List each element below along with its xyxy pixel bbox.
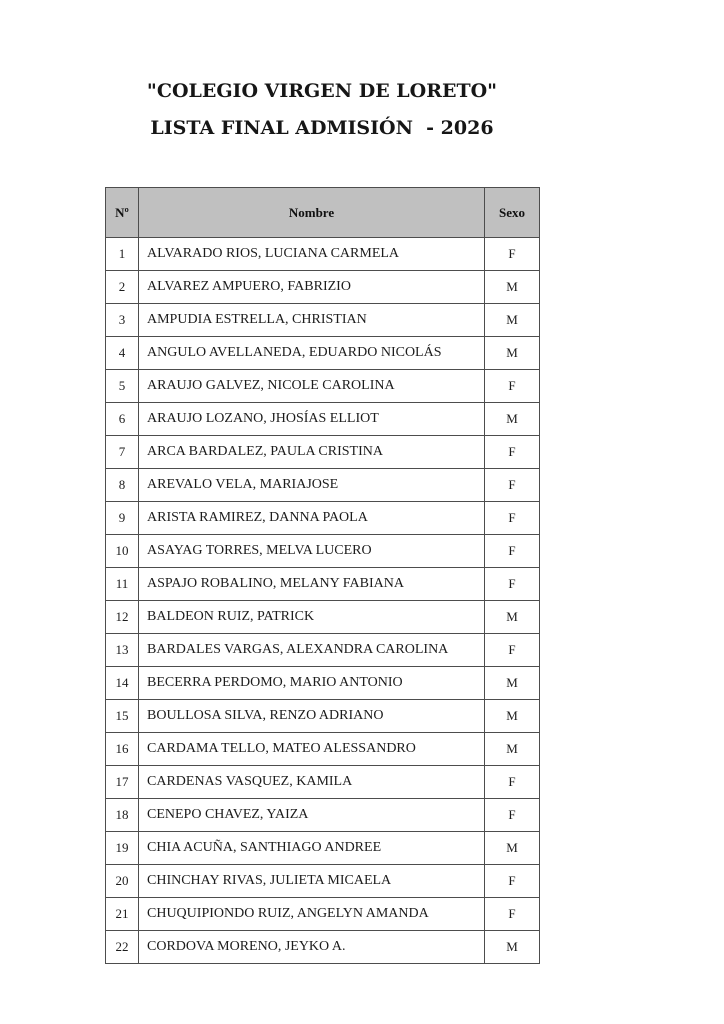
row-number: 22	[106, 931, 139, 964]
sex-value: F	[485, 238, 540, 271]
document-header	[105, 80, 539, 141]
sex-value: F	[485, 436, 540, 469]
student-name: ARAUJO GALVEZ, NICOLE CAROLINA	[139, 370, 485, 403]
table-row	[106, 403, 540, 436]
sex-value: M	[485, 271, 540, 304]
sex-value: M	[485, 832, 540, 865]
student-name: ALVARADO RIOS, LUCIANA CARMELA	[139, 238, 485, 271]
student-name: AREVALO VELA, MARIAJOSE	[139, 469, 485, 502]
admission-table-head	[106, 188, 540, 238]
table-row	[106, 766, 540, 799]
student-name: CHINCHAY RIVAS, JULIETA MICAELA	[139, 865, 485, 898]
sex-value: F	[485, 469, 540, 502]
document-subtitle: LISTA FINAL ADMISIÓN - 2026	[150, 116, 494, 139]
student-name: ALVAREZ AMPUERO, FABRIZIO	[139, 271, 485, 304]
row-number: 19	[106, 832, 139, 865]
sex-value: F	[485, 766, 540, 799]
sex-value: F	[485, 865, 540, 898]
col-header-name: Nombre	[139, 188, 485, 238]
table-row	[106, 535, 540, 568]
row-number: 2	[106, 271, 139, 304]
sex-value: M	[485, 601, 540, 634]
student-name: BOULLOSA SILVA, RENZO ADRIANO	[139, 700, 485, 733]
sex-value: F	[485, 370, 540, 403]
table-row	[106, 898, 540, 931]
col-header-number: Nº	[106, 188, 139, 238]
student-name: CARDAMA TELLO, MATEO ALESSANDRO	[139, 733, 485, 766]
sex-value: F	[485, 898, 540, 931]
sex-value: M	[485, 700, 540, 733]
row-number: 14	[106, 667, 139, 700]
row-number: 17	[106, 766, 139, 799]
student-name: CHIA ACUÑA, SANTHIAGO ANDREE	[139, 832, 485, 865]
table-row	[106, 931, 540, 964]
table-row	[106, 568, 540, 601]
student-name: BARDALES VARGAS, ALEXANDRA CAROLINA	[139, 634, 485, 667]
sex-value: M	[485, 403, 540, 436]
row-number: 21	[106, 898, 139, 931]
sex-value: F	[485, 634, 540, 667]
row-number: 6	[106, 403, 139, 436]
sex-value: M	[485, 337, 540, 370]
student-name: BECERRA PERDOMO, MARIO ANTONIO	[139, 667, 485, 700]
table-row	[106, 370, 540, 403]
row-number: 20	[106, 865, 139, 898]
student-name: ARCA BARDALEZ, PAULA CRISTINA	[139, 436, 485, 469]
student-name: CARDENAS VASQUEZ, KAMILA	[139, 766, 485, 799]
student-name: ASAYAG TORRES, MELVA LUCERO	[139, 535, 485, 568]
document-title: "COLEGIO VIRGEN DE LORETO"	[146, 80, 498, 102]
row-number: 8	[106, 469, 139, 502]
sex-value: M	[485, 304, 540, 337]
table-row	[106, 271, 540, 304]
student-name: ANGULO AVELLANEDA, EDUARDO NICOLÁS	[139, 337, 485, 370]
sex-value: F	[485, 502, 540, 535]
table-row	[106, 502, 540, 535]
col-header-sex: Sexo	[485, 188, 540, 238]
row-number: 7	[106, 436, 139, 469]
table-row	[106, 634, 540, 667]
table-row	[106, 667, 540, 700]
student-name: ARAUJO LOZANO, JHOSÍAS ELLIOT	[139, 403, 485, 436]
sex-value: M	[485, 931, 540, 964]
row-number: 3	[106, 304, 139, 337]
row-number: 16	[106, 733, 139, 766]
row-number: 15	[106, 700, 139, 733]
row-number: 10	[106, 535, 139, 568]
student-name: CENEPO CHAVEZ, YAIZA	[139, 799, 485, 832]
row-number: 4	[106, 337, 139, 370]
table-row	[106, 832, 540, 865]
sex-value: F	[485, 799, 540, 832]
table-row	[106, 865, 540, 898]
row-number: 11	[106, 568, 139, 601]
student-name: ASPAJO ROBALINO, MELANY FABIANA	[139, 568, 485, 601]
table-row	[106, 799, 540, 832]
student-name: AMPUDIA ESTRELLA, CHRISTIAN	[139, 304, 485, 337]
admission-table	[105, 187, 540, 964]
row-number: 1	[106, 238, 139, 271]
admission-table-body	[106, 238, 540, 964]
table-row	[106, 337, 540, 370]
row-number: 13	[106, 634, 139, 667]
table-row	[106, 304, 540, 337]
table-row	[106, 733, 540, 766]
sex-value: M	[485, 667, 540, 700]
row-number: 9	[106, 502, 139, 535]
table-row	[106, 238, 540, 271]
table-row	[106, 700, 540, 733]
row-number: 5	[106, 370, 139, 403]
sex-value: F	[485, 568, 540, 601]
table-row	[106, 469, 540, 502]
student-name: CORDOVA MORENO, JEYKO A.	[139, 931, 485, 964]
sex-value: M	[485, 733, 540, 766]
student-name: ARISTA RAMIREZ, DANNA PAOLA	[139, 502, 485, 535]
student-name: CHUQUIPIONDO RUIZ, ANGELYN AMANDA	[139, 898, 485, 931]
row-number: 12	[106, 601, 139, 634]
table-row	[106, 601, 540, 634]
header-row	[106, 188, 540, 238]
sex-value: F	[485, 535, 540, 568]
row-number: 18	[106, 799, 139, 832]
student-name: BALDEON RUIZ, PATRICK	[139, 601, 485, 634]
table-row	[106, 436, 540, 469]
